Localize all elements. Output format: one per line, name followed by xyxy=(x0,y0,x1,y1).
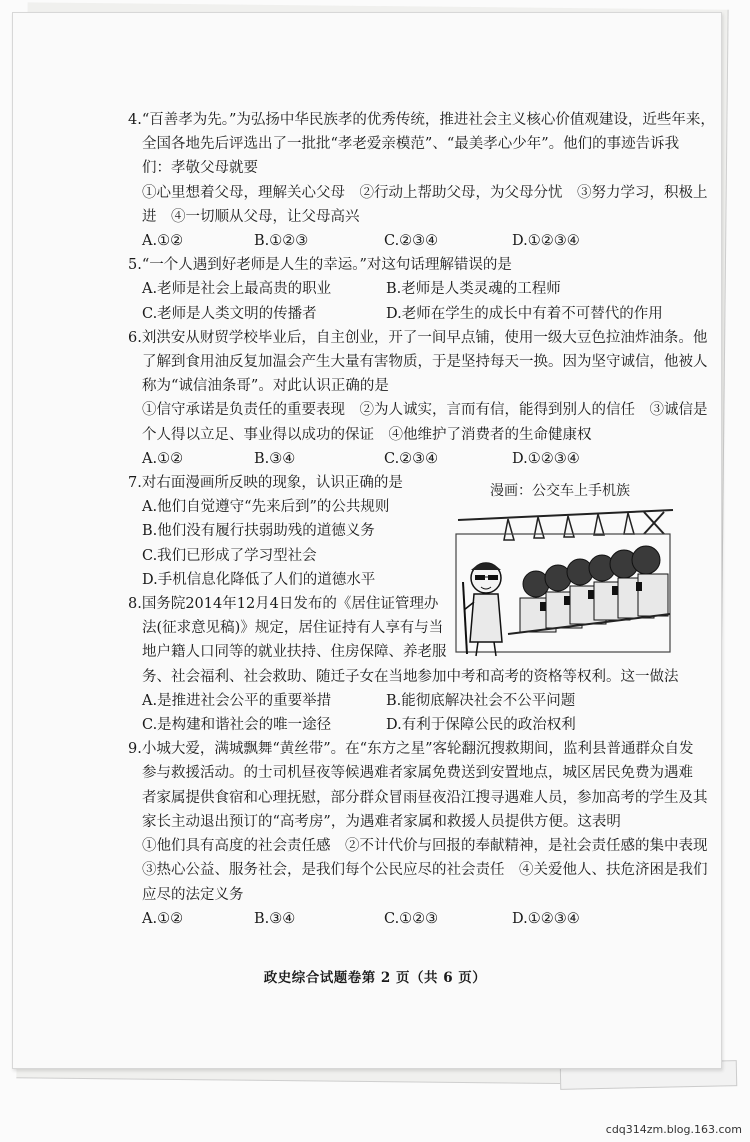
q6-option-c: C.②③④ xyxy=(384,450,439,467)
q4-line: 4.“百善孝为先。”为弘扬中华民族孝的优秀传统，推进社会主义核心价值观建设，近些年来， xyxy=(128,112,715,128)
q5-options-row xyxy=(128,277,708,301)
q7-option-a: A.他们自觉遵守“先来后到”的公共规则 xyxy=(142,499,390,516)
q4-line: 全国各地先后评选出了一批批“孝老爱亲模范”、“最美孝心少年”。他们的事迹告诉我 xyxy=(142,136,680,153)
q4-line: 们：孝敬父母就要 xyxy=(142,160,258,177)
q8-line: 8.国务院2014年12月4日发布的《居住证管理办 xyxy=(128,596,439,613)
q8-option-b: B.能彻底解决社会不公平问题 xyxy=(386,692,576,709)
q5-option-c: C.老师是人类文明的传播者 xyxy=(142,305,317,322)
q9-option-d: D.①②③④ xyxy=(512,910,580,927)
cartoon-bus-phone xyxy=(448,482,676,658)
q6-option-b: B.③④ xyxy=(254,450,296,467)
q5-option-a: A.老师是社会上最高贵的职业 xyxy=(142,281,332,298)
q4-option-c: C.②③④ xyxy=(384,233,439,250)
q8-option-d: D.有利于保障公民的政治权利 xyxy=(386,717,576,734)
q9-option-b: B.③④ xyxy=(254,910,296,927)
watermark: cdq314zm.blog.163.com xyxy=(605,1123,742,1136)
q9-line: ①他们具有高度的社会责任感 ②不计代价与回报的奉献精神，是社会责任感的集中表现 xyxy=(142,838,708,855)
question-5 xyxy=(128,253,708,326)
q8-option-c: C.是构建和谐社会的唯一途径 xyxy=(142,717,332,734)
q8-line: 务、社会福利、社会救助、随迁子女在当地参加中考和高考的资格等权利。这一做法 xyxy=(142,668,679,685)
q8-line: 地户籍人口同等的就业扶持、住房保障、养老服 xyxy=(142,644,447,661)
q9-line: ③热心公益、服务社会，是我们每个公民应尽的社会责任 ④关爱他人、扶危济困是我们 xyxy=(142,862,708,879)
q4-option-a: A.①② xyxy=(142,233,184,250)
q9-line: 9.小城大爱，满城飘舞“黄丝带”。在“东方之星”客轮翻沉搜救期间，监利县普通群众自发 xyxy=(128,741,694,758)
q6-option-a: A.①② xyxy=(142,450,184,467)
q7-option-b: B.他们没有履行扶弱助残的道德义务 xyxy=(142,523,375,540)
q6-option-d: D.①②③④ xyxy=(512,450,580,467)
q7-option-d: D.手机信息化降低了人们的道德水平 xyxy=(142,571,376,588)
q6-line: ①信守承诺是负责任的重要表现 ②为人诚实，言而有信，能得到别人的信任 ③诚信是 xyxy=(142,402,708,419)
q4-line: 进 ④一切顺从父母，让父母高兴 xyxy=(142,208,360,225)
q5-stem: 5.“一个人遇到好老师是人生的幸运。”对这句话理解错误的是 xyxy=(128,257,512,274)
page-footer: 政史综合试题卷第 2 页（共 6 页） xyxy=(263,970,487,986)
question-4 xyxy=(128,108,715,253)
cartoon-illustration xyxy=(448,482,676,658)
q9-line: 参与救援活动。的士司机昼夜等候遇难者家属免费送到安置地点，城区居民免费为遇难 xyxy=(142,765,693,782)
q7-option-c: C.我们已形成了学习型社会 xyxy=(142,547,317,564)
cartoon-title: 漫画：公交车上手机族 xyxy=(490,483,630,499)
q6-line: 了解到食用油反复加温会产生大量有害物质，于是坚持每天一换。因为坚守诚信，他被人 xyxy=(142,354,708,371)
question-9 xyxy=(128,737,708,931)
q9-options xyxy=(128,907,708,931)
q9-line: 家长主动退出预订的“高考房”，为遇难者家属和救援人员提供方便。这表明 xyxy=(142,813,621,830)
q8-options-row xyxy=(128,713,708,737)
q4-options xyxy=(128,229,708,253)
question-6 xyxy=(128,326,708,471)
q7-stem: 7.对右面漫画所反映的现象，认识正确的是 xyxy=(128,475,403,492)
q6-options xyxy=(128,447,708,471)
q9-line: 应尽的法定义务 xyxy=(142,886,244,903)
q4-option-b: B.①②③ xyxy=(254,233,309,250)
q4-line: ①心里想着父母，理解关心父母 ②行动上帮助父母，为父母分忧 ③努力学习，积极上 xyxy=(142,184,708,201)
q9-line: 者家属提供食宿和心理抚慰，部分群众冒雨昼夜沿江搜寻遇难人员，参加高考的学生及其 xyxy=(142,789,708,806)
q9-option-a: A.①② xyxy=(142,910,184,927)
q8-options-row xyxy=(128,689,708,713)
q9-option-c: C.①②③ xyxy=(384,910,439,927)
q6-line: 个人得以立足、事业得以成功的保证 ④他维护了消费者的生命健康权 xyxy=(142,426,592,443)
q4-option-d: D.①②③④ xyxy=(512,233,580,250)
q8-option-a: A.是推进社会公平的重要举措 xyxy=(142,692,332,709)
q5-option-d: D.老师在学生的成长中有着不可替代的作用 xyxy=(386,305,663,322)
q8-line: 法(征求意见稿)》规定，居住证持有人享有与当 xyxy=(142,620,444,637)
q5-options-row xyxy=(128,302,708,326)
q6-line: 称为“诚信油条哥”。对此认识正确的是 xyxy=(142,378,389,395)
q6-line: 6.刘洪安从财贸学校毕业后，自主创业，开了一间早点铺，使用一级大豆色拉油炸油条。他 xyxy=(128,329,708,346)
q5-option-b: B.老师是人类灵魂的工程师 xyxy=(386,281,561,298)
